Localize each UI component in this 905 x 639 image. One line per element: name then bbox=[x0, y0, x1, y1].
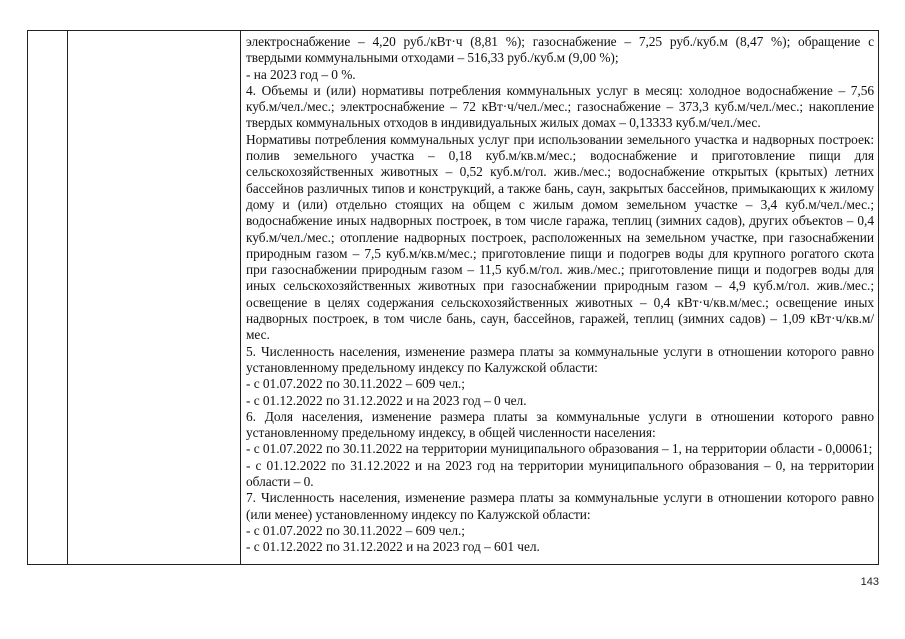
paragraph: - на 2023 год – 0 %. bbox=[246, 66, 356, 82]
paragraph: 5. Численность населения, изменение размера платы за коммунальные услуги в отношении которого равно установленному предельному индексу по Калужской области: bbox=[246, 343, 874, 375]
paragraph: - с 01.12.2022 по 31.12.2022 и на 2023 год на территории муниципального образования – 0, на территории области – 0. bbox=[246, 457, 874, 490]
paragraph: - с 01.12.2022 по 31.12.2022 и на 2023 год – 0 чел. bbox=[246, 392, 527, 408]
table-cell-content bbox=[246, 34, 874, 556]
paragraph: - с 01.07.2022 по 30.11.2022 – 609 чел.; bbox=[246, 522, 465, 538]
paragraph: - с 01.07.2022 по 30.11.2022 на территории муниципального образования – 1, на территории области - 0,00061; bbox=[246, 441, 873, 457]
paragraph: - с 01.07.2022 по 30.11.2022 – 609 чел.; bbox=[246, 376, 465, 392]
paragraph: Нормативы потребления коммунальных услуг при использовании земельного участка и надворных построек: полив земельного участка – 0,18 куб.м/кв.м/мес.; водоснабжение и приготовление пищи для сельскохозяйственных животных – 0,52 куб.м/гол. жив./мес.; водоснабжение открытых (крытых) летних бассейнов различных типов и конструкций, а также бань, саун, закрытых бассейнов, примыкающих к жилому дому и (или) отдельно стоящих на общем с жилым домом земельном участке – 3,4 куб.м/чел./мес.; водоснабжение иных надворных построек, в том числе гаража, теплиц (зимних садов), других объектов – 0,4 куб.м/чел./мес.; отопление надворных построек, расположенных на земельном участке, при газоснабжении природным газом – 7,5 куб.м/кв.м/мес.; приготовление пищи и подогрев воды для крупного рогатого скота при газоснабжении природным газом – 11,5 куб.м/гол. жив./мес.; приготовление пищи и подогрев воды для иных сельскохозяйственных животных при газоснабжении природным газом – 4,9 куб.м/гол. жив./мес.; освещение в целях содержания сельскохозяйственных животных – 0,4 кВт·ч/кв.м/мес.; освещение иных надворных построек, в том числе бань, саун, бассейнов, гаражей, теплиц (зимних садов) – 1,09 кВт·ч/кв.м/мес. bbox=[246, 131, 874, 343]
paragraph: электроснабжение – 4,20 руб./кВт·ч (8,81 %); газоснабжение – 7,25 руб./куб.м (8,47 %); обращение с твердыми коммунальными отходами – 516,33 руб./куб.м (9,00 %); bbox=[246, 34, 874, 66]
paragraph: 4. Объемы и (или) нормативы потребления коммунальных услуг в месяц: холодное водоснабжение – 7,56 куб.м/чел./мес.; электроснабжение – 72 кВт·ч/чел./мес.; газоснабжение – 373,3 куб.м/чел./мес.; накопление твердых коммунальных отходов в индивидуальных жилых домах – 0,13333 куб.м/чел./мес. bbox=[246, 82, 874, 131]
paragraph: 7. Численность населения, изменение размера платы за коммунальные услуги в отношении которого равно (или менее) установленному индексу по Калужской области: bbox=[246, 490, 874, 522]
table-column-divider bbox=[240, 31, 241, 564]
table-column-divider bbox=[67, 31, 68, 564]
page-number: 143 bbox=[860, 576, 879, 588]
document-table bbox=[27, 30, 879, 565]
paragraph: - с 01.12.2022 по 31.12.2022 и на 2023 год – 601 чел. bbox=[246, 539, 540, 555]
paragraph: 6. Доля населения, изменение размера платы за коммунальные услуги в отношении которого равно установленному предельному индексу, в общей численности населения: bbox=[246, 408, 874, 441]
